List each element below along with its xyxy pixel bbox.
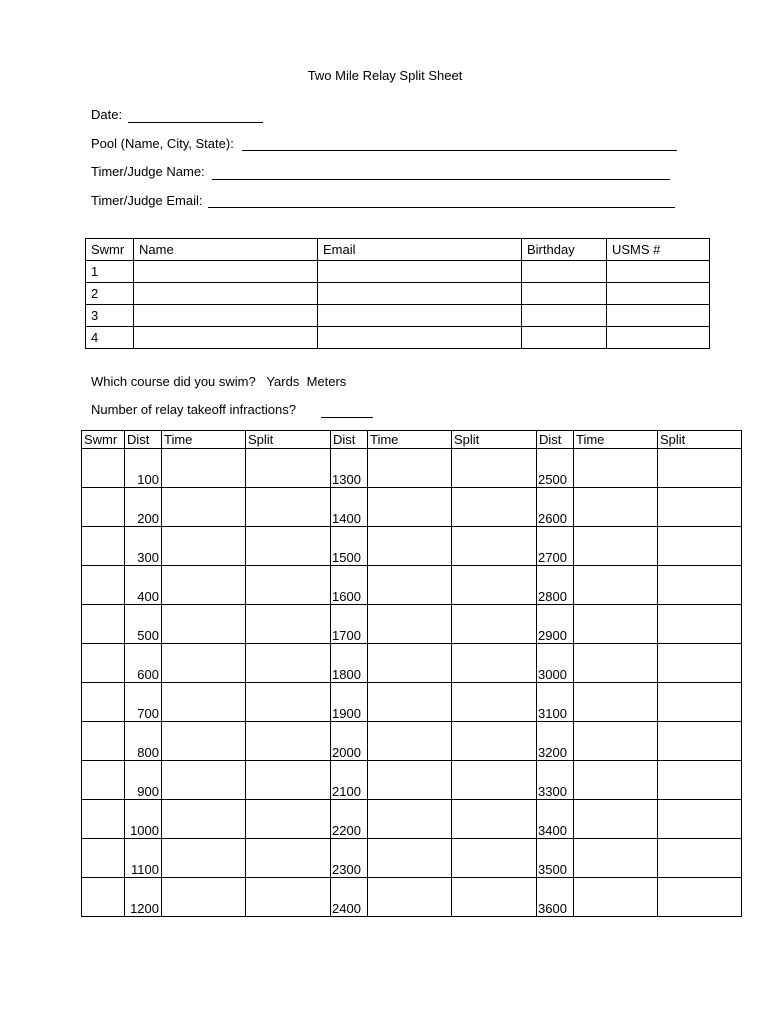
header-time: Time bbox=[574, 431, 658, 449]
split-cell[interactable] bbox=[452, 527, 537, 566]
time-cell[interactable] bbox=[162, 644, 246, 683]
distance-cell: 3300 bbox=[537, 761, 574, 800]
name-cell[interactable] bbox=[134, 305, 318, 327]
distance-cell: 2000 bbox=[331, 722, 368, 761]
split-cell[interactable] bbox=[658, 800, 742, 839]
split-cell[interactable] bbox=[246, 644, 331, 683]
time-cell[interactable] bbox=[574, 488, 658, 527]
swimmer-cell[interactable] bbox=[82, 449, 125, 488]
time-cell[interactable] bbox=[368, 683, 452, 722]
distance-cell: 3400 bbox=[537, 800, 574, 839]
time-cell[interactable] bbox=[574, 449, 658, 488]
split-cell[interactable] bbox=[658, 449, 742, 488]
swimmer-cell[interactable] bbox=[82, 839, 125, 878]
time-cell[interactable] bbox=[574, 761, 658, 800]
time-cell[interactable] bbox=[368, 644, 452, 683]
distance-cell: 2500 bbox=[537, 449, 574, 488]
distance-cell: 1800 bbox=[331, 644, 368, 683]
table-row bbox=[82, 722, 742, 761]
split-cell[interactable] bbox=[658, 683, 742, 722]
split-cell[interactable] bbox=[452, 605, 537, 644]
header-name: Name bbox=[134, 239, 318, 261]
split-cell[interactable] bbox=[452, 800, 537, 839]
time-cell[interactable] bbox=[574, 566, 658, 605]
table-row bbox=[82, 839, 742, 878]
time-cell[interactable] bbox=[574, 722, 658, 761]
split-cell[interactable] bbox=[658, 761, 742, 800]
name-cell[interactable] bbox=[134, 327, 318, 349]
split-table-header bbox=[82, 431, 742, 449]
split-cell[interactable] bbox=[246, 449, 331, 488]
table-row bbox=[82, 683, 742, 722]
time-cell[interactable] bbox=[162, 449, 246, 488]
distance-cell: 400 bbox=[125, 566, 162, 605]
split-cell[interactable] bbox=[452, 722, 537, 761]
header-time: Time bbox=[368, 431, 452, 449]
table-row bbox=[86, 327, 710, 349]
birthday-cell[interactable] bbox=[522, 283, 607, 305]
table-row bbox=[82, 800, 742, 839]
distance-cell: 3500 bbox=[537, 839, 574, 878]
distance-cell: 2900 bbox=[537, 605, 574, 644]
time-cell[interactable] bbox=[574, 644, 658, 683]
swimmer-cell[interactable] bbox=[82, 722, 125, 761]
distance-cell: 1700 bbox=[331, 605, 368, 644]
pool-field[interactable] bbox=[242, 150, 677, 151]
email-cell[interactable] bbox=[318, 261, 522, 283]
distance-cell: 1300 bbox=[331, 449, 368, 488]
distance-cell: 3200 bbox=[537, 722, 574, 761]
split-cell[interactable] bbox=[246, 800, 331, 839]
split-cell[interactable] bbox=[658, 722, 742, 761]
distance-cell: 1600 bbox=[331, 566, 368, 605]
email-cell[interactable] bbox=[318, 305, 522, 327]
distance-cell: 800 bbox=[125, 722, 162, 761]
time-cell[interactable] bbox=[368, 605, 452, 644]
header-usms: USMS # bbox=[607, 239, 710, 261]
time-cell[interactable] bbox=[162, 878, 246, 917]
split-cell[interactable] bbox=[246, 527, 331, 566]
time-cell[interactable] bbox=[368, 566, 452, 605]
name-cell[interactable] bbox=[134, 283, 318, 305]
usms-cell[interactable] bbox=[607, 283, 710, 305]
distance-cell: 3000 bbox=[537, 644, 574, 683]
infractions-label: Number of relay takeoff infractions? bbox=[91, 402, 296, 417]
time-cell[interactable] bbox=[574, 683, 658, 722]
infractions-field[interactable] bbox=[321, 417, 373, 418]
time-cell[interactable] bbox=[574, 527, 658, 566]
swimmer-cell[interactable] bbox=[82, 566, 125, 605]
split-cell[interactable] bbox=[452, 878, 537, 917]
time-cell[interactable] bbox=[368, 839, 452, 878]
split-cell[interactable] bbox=[246, 566, 331, 605]
time-cell[interactable] bbox=[574, 800, 658, 839]
time-cell[interactable] bbox=[368, 449, 452, 488]
split-cell[interactable] bbox=[246, 488, 331, 527]
time-cell[interactable] bbox=[368, 878, 452, 917]
time-cell[interactable] bbox=[574, 839, 658, 878]
course-option-yards[interactable]: Yards bbox=[266, 374, 300, 389]
header-email: Email bbox=[318, 239, 522, 261]
table-row bbox=[82, 644, 742, 683]
swimmer-number: 4 bbox=[86, 327, 134, 349]
split-cell[interactable] bbox=[658, 839, 742, 878]
split-cell[interactable] bbox=[452, 683, 537, 722]
course-question bbox=[91, 374, 346, 389]
split-cell[interactable] bbox=[246, 761, 331, 800]
header-dist: Dist bbox=[537, 431, 574, 449]
distance-cell: 700 bbox=[125, 683, 162, 722]
split-cell[interactable] bbox=[452, 644, 537, 683]
time-cell[interactable] bbox=[162, 722, 246, 761]
distance-cell: 200 bbox=[125, 488, 162, 527]
date-label: Date: bbox=[91, 107, 123, 122]
table-row bbox=[82, 449, 742, 488]
time-cell[interactable] bbox=[162, 839, 246, 878]
distance-cell: 2200 bbox=[331, 800, 368, 839]
swimmer-cell[interactable] bbox=[82, 683, 125, 722]
table-row bbox=[82, 605, 742, 644]
distance-cell: 3600 bbox=[537, 878, 574, 917]
distance-cell: 100 bbox=[125, 449, 162, 488]
swimmer-number: 3 bbox=[86, 305, 134, 327]
split-cell[interactable] bbox=[658, 605, 742, 644]
split-cell[interactable] bbox=[658, 527, 742, 566]
time-cell[interactable] bbox=[368, 800, 452, 839]
distance-cell: 2400 bbox=[331, 878, 368, 917]
time-cell[interactable] bbox=[368, 722, 452, 761]
swimmer-table-header bbox=[86, 239, 710, 261]
table-row bbox=[86, 261, 710, 283]
distance-cell: 2600 bbox=[537, 488, 574, 527]
distance-cell: 2800 bbox=[537, 566, 574, 605]
split-cell[interactable] bbox=[658, 488, 742, 527]
judge-email-field[interactable] bbox=[208, 207, 675, 208]
split-cell[interactable] bbox=[452, 449, 537, 488]
swimmer-table bbox=[85, 238, 710, 349]
swimmer-cell[interactable] bbox=[82, 761, 125, 800]
split-cell[interactable] bbox=[452, 488, 537, 527]
table-row bbox=[86, 283, 710, 305]
swimmer-cell[interactable] bbox=[82, 644, 125, 683]
split-cell[interactable] bbox=[246, 605, 331, 644]
distance-cell: 1900 bbox=[331, 683, 368, 722]
header-dist: Dist bbox=[331, 431, 368, 449]
split-table bbox=[81, 430, 742, 917]
table-row bbox=[82, 488, 742, 527]
birthday-cell[interactable] bbox=[522, 305, 607, 327]
split-cell[interactable] bbox=[658, 566, 742, 605]
split-cell[interactable] bbox=[658, 644, 742, 683]
time-cell[interactable] bbox=[162, 566, 246, 605]
distance-cell: 1100 bbox=[125, 839, 162, 878]
distance-cell: 500 bbox=[125, 605, 162, 644]
swimmer-cell[interactable] bbox=[82, 605, 125, 644]
time-cell[interactable] bbox=[574, 878, 658, 917]
swimmer-cell[interactable] bbox=[82, 527, 125, 566]
table-row bbox=[82, 761, 742, 800]
course-question-text: Which course did you swim? bbox=[91, 374, 256, 389]
header-split: Split bbox=[246, 431, 331, 449]
time-cell[interactable] bbox=[368, 761, 452, 800]
judge-email-label: Timer/Judge Email: bbox=[91, 193, 203, 208]
distance-cell: 1400 bbox=[331, 488, 368, 527]
split-cell[interactable] bbox=[246, 722, 331, 761]
header-swmr: Swmr bbox=[82, 431, 125, 449]
distance-cell: 300 bbox=[125, 527, 162, 566]
header-split: Split bbox=[658, 431, 742, 449]
birthday-cell[interactable] bbox=[522, 327, 607, 349]
split-cell[interactable] bbox=[452, 839, 537, 878]
time-cell[interactable] bbox=[368, 527, 452, 566]
time-cell[interactable] bbox=[162, 800, 246, 839]
table-row bbox=[86, 305, 710, 327]
header-split: Split bbox=[452, 431, 537, 449]
table-row bbox=[82, 527, 742, 566]
distance-cell: 3100 bbox=[537, 683, 574, 722]
course-option-meters[interactable]: Meters bbox=[306, 374, 347, 389]
swimmer-cell[interactable] bbox=[82, 878, 125, 917]
distance-cell: 2700 bbox=[537, 527, 574, 566]
time-cell[interactable] bbox=[162, 761, 246, 800]
distance-cell: 1500 bbox=[331, 527, 368, 566]
table-row bbox=[82, 878, 742, 917]
date-field[interactable] bbox=[128, 122, 263, 123]
table-row bbox=[82, 566, 742, 605]
distance-cell: 1200 bbox=[125, 878, 162, 917]
time-cell[interactable] bbox=[162, 683, 246, 722]
split-cell[interactable] bbox=[658, 878, 742, 917]
split-cell[interactable] bbox=[246, 839, 331, 878]
time-cell[interactable] bbox=[162, 605, 246, 644]
email-cell[interactable] bbox=[318, 327, 522, 349]
swimmer-cell[interactable] bbox=[82, 800, 125, 839]
swimmer-cell[interactable] bbox=[82, 488, 125, 527]
distance-cell: 600 bbox=[125, 644, 162, 683]
split-cell[interactable] bbox=[452, 761, 537, 800]
email-cell[interactable] bbox=[318, 283, 522, 305]
swimmer-number: 1 bbox=[86, 261, 134, 283]
header-dist: Dist bbox=[125, 431, 162, 449]
swimmer-number: 2 bbox=[86, 283, 134, 305]
header-swmr: Swmr bbox=[86, 239, 134, 261]
header-time: Time bbox=[162, 431, 246, 449]
distance-cell: 1000 bbox=[125, 800, 162, 839]
time-cell[interactable] bbox=[162, 488, 246, 527]
split-cell[interactable] bbox=[452, 566, 537, 605]
usms-cell[interactable] bbox=[607, 261, 710, 283]
judge-name-label: Timer/Judge Name: bbox=[91, 164, 205, 179]
name-cell[interactable] bbox=[134, 261, 318, 283]
page-title: Two Mile Relay Split Sheet bbox=[307, 68, 463, 83]
usms-cell[interactable] bbox=[607, 327, 710, 349]
usms-cell[interactable] bbox=[607, 305, 710, 327]
split-cell[interactable] bbox=[246, 878, 331, 917]
distance-cell: 2100 bbox=[331, 761, 368, 800]
header-birthday: Birthday bbox=[522, 239, 607, 261]
birthday-cell[interactable] bbox=[522, 261, 607, 283]
time-cell[interactable] bbox=[162, 527, 246, 566]
distance-cell: 2300 bbox=[331, 839, 368, 878]
pool-label: Pool (Name, City, State): bbox=[91, 136, 234, 151]
distance-cell: 900 bbox=[125, 761, 162, 800]
judge-name-field[interactable] bbox=[212, 179, 670, 180]
time-cell[interactable] bbox=[368, 488, 452, 527]
split-cell[interactable] bbox=[246, 683, 331, 722]
time-cell[interactable] bbox=[574, 605, 658, 644]
